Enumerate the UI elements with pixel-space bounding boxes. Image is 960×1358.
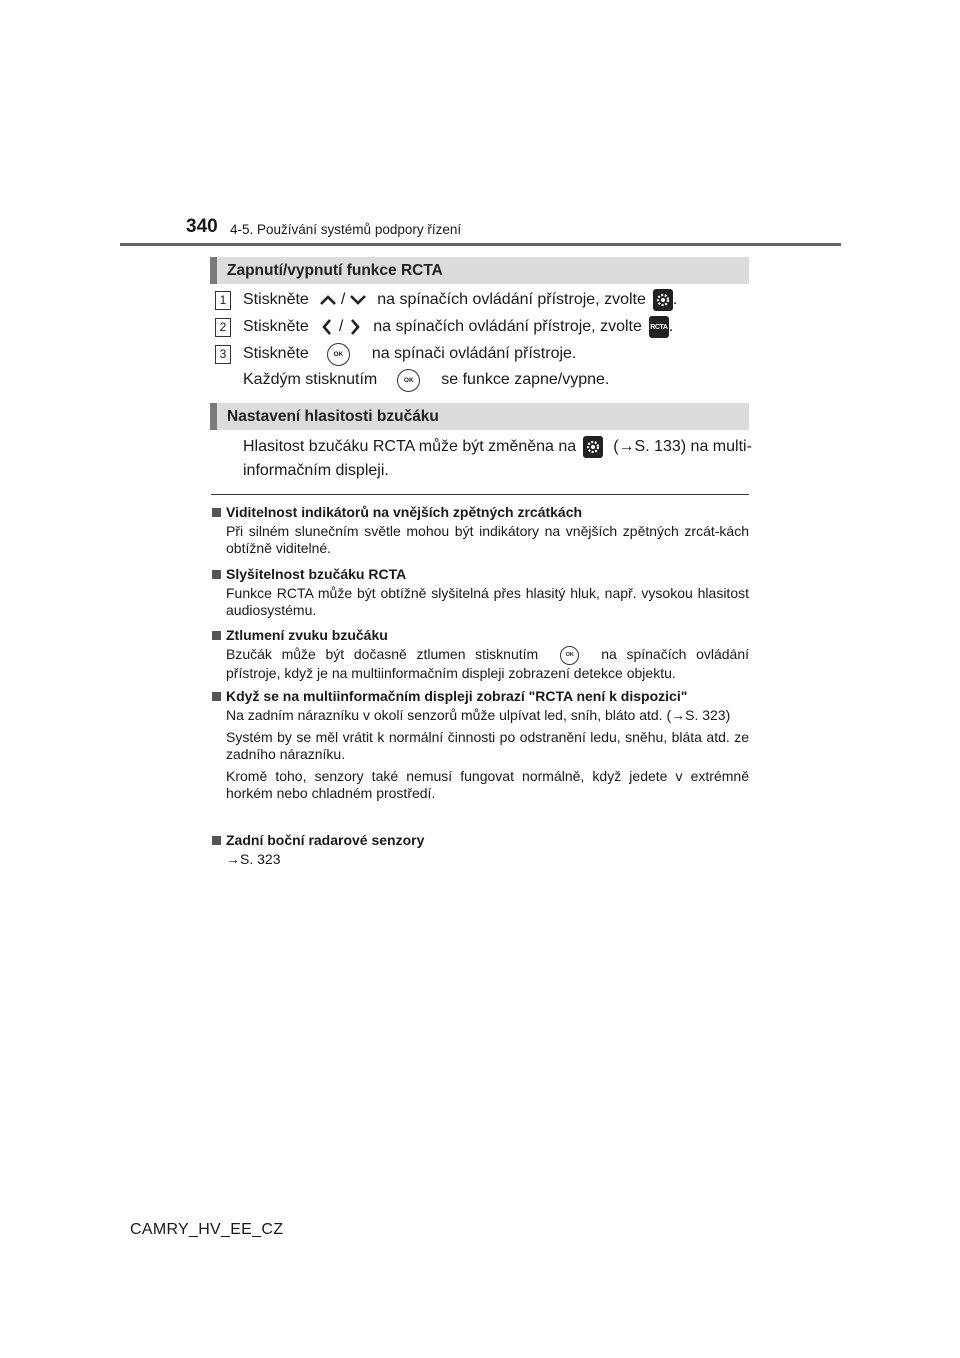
section-heading-buzzer-volume: Nastavení hlasitosti bzučáku [210,403,749,430]
step-number: 1 [215,291,231,310]
section-heading-rcta-toggle: Zapnutí/vypnutí funkce RCTA [210,257,749,284]
note-rear-radar-sensors [212,832,749,873]
page-number: 340 [186,216,218,237]
gear-icon [583,436,603,458]
note-title: Viditelnost indikátorů na vnějších zpětných zrcátkách [226,504,583,520]
note-text: Systém by se měl vrátit k normální činnosti po odstranění ledu, sněhu, bláta atd. ze zadního nárazníku. [226,729,749,762]
ok-button-icon: OK [560,646,579,665]
step-text: Každým stisknutím [243,371,378,388]
chevron-right-icon [349,318,361,336]
para-text: (→S. 133) na multi- [613,438,752,455]
para-text: Hlasitost bzučáku RCTA může být změněna na [243,438,577,455]
note-text: na spínačích ovládání přístroje, když je na multiinformačním displeji zobrazení detekce objektu. [226,646,749,681]
note-text: Bzučák může být dočasně ztlumen stisknutím [226,646,539,663]
rcta-icon [649,316,669,338]
note-title: Ztlumení zvuku bzučáku [226,627,388,643]
note-text: Funkce RCTA může být obtížně slyšitelná přes hlasitý hluk, např. vysokou hlasitost audiosystému. [226,585,749,618]
bullet-icon [212,570,221,579]
chevron-left-icon [321,318,333,336]
note-buzzer-audibility [212,566,749,624]
step-1 [215,289,677,311]
step-text: na spínači ovládání přístroje. [371,345,577,362]
step-text: Stiskněte [243,291,309,308]
chevron-down-icon [349,293,367,307]
step-2 [215,316,673,338]
model-code: CAMRY_HV_EE_CZ [130,1221,284,1238]
note-mirror-indicators [212,504,749,562]
ok-button-icon: OK [397,369,420,392]
note-text: Kromě toho, senzory také nemusí fungovat normálně, když jedete v extrémně horkém nebo chladném prostředí. [226,768,749,801]
note-rcta-unavailable [212,688,749,807]
note-text: Na zadním nárazníku v okolí senzorů může ulpívat led, sníh, bláto atd. (→S. 323) [226,707,731,723]
note-text: Při silném slunečním světle mohou být indikátory na vnějších zpětných zrcát-kách obtížně viditelné. [226,523,749,556]
slash: / [340,291,346,308]
step-3 [215,343,576,365]
step-text: Stiskněte [243,318,309,335]
step-number: 2 [215,318,231,337]
note-title: Zadní boční radarové senzory [226,832,425,848]
step-text: na spínačích ovládání přístroje, zvolte [377,291,646,308]
header-rule [120,243,841,246]
note-title: Slyšitelnost bzučáku RCTA [226,566,407,582]
step-text: na spínačích ovládání přístroje, zvolte [373,318,642,335]
bullet-icon [212,692,221,701]
gear-icon [653,289,673,311]
bullet-icon [212,836,221,845]
bullet-icon [212,508,221,517]
step-number: 3 [215,345,231,364]
step-text: Stiskněte [243,345,309,362]
step-3-detail [243,369,609,391]
volume-paragraph [243,435,752,483]
chapter-title: 4-5. Používání systémů podpory řízení [230,222,462,237]
note-title: Když se na multiinformačním displeji zobrazí "RCTA není k dispozici" [226,688,688,704]
note-buzzer-mute [212,627,749,687]
bullet-icon [212,631,221,640]
chevron-up-icon [319,293,337,307]
ok-button-icon: OK [327,343,350,366]
step-end: . [672,291,678,308]
step-text: se funkce zapne/vypne. [441,371,610,388]
para-text: informačním displeji. [243,462,389,479]
slash: / [338,318,344,335]
section-divider [211,494,749,495]
rcta-icon-label: RCTA [650,323,668,331]
step-end: . [668,318,674,335]
note-text: →S. 323 [226,851,281,867]
